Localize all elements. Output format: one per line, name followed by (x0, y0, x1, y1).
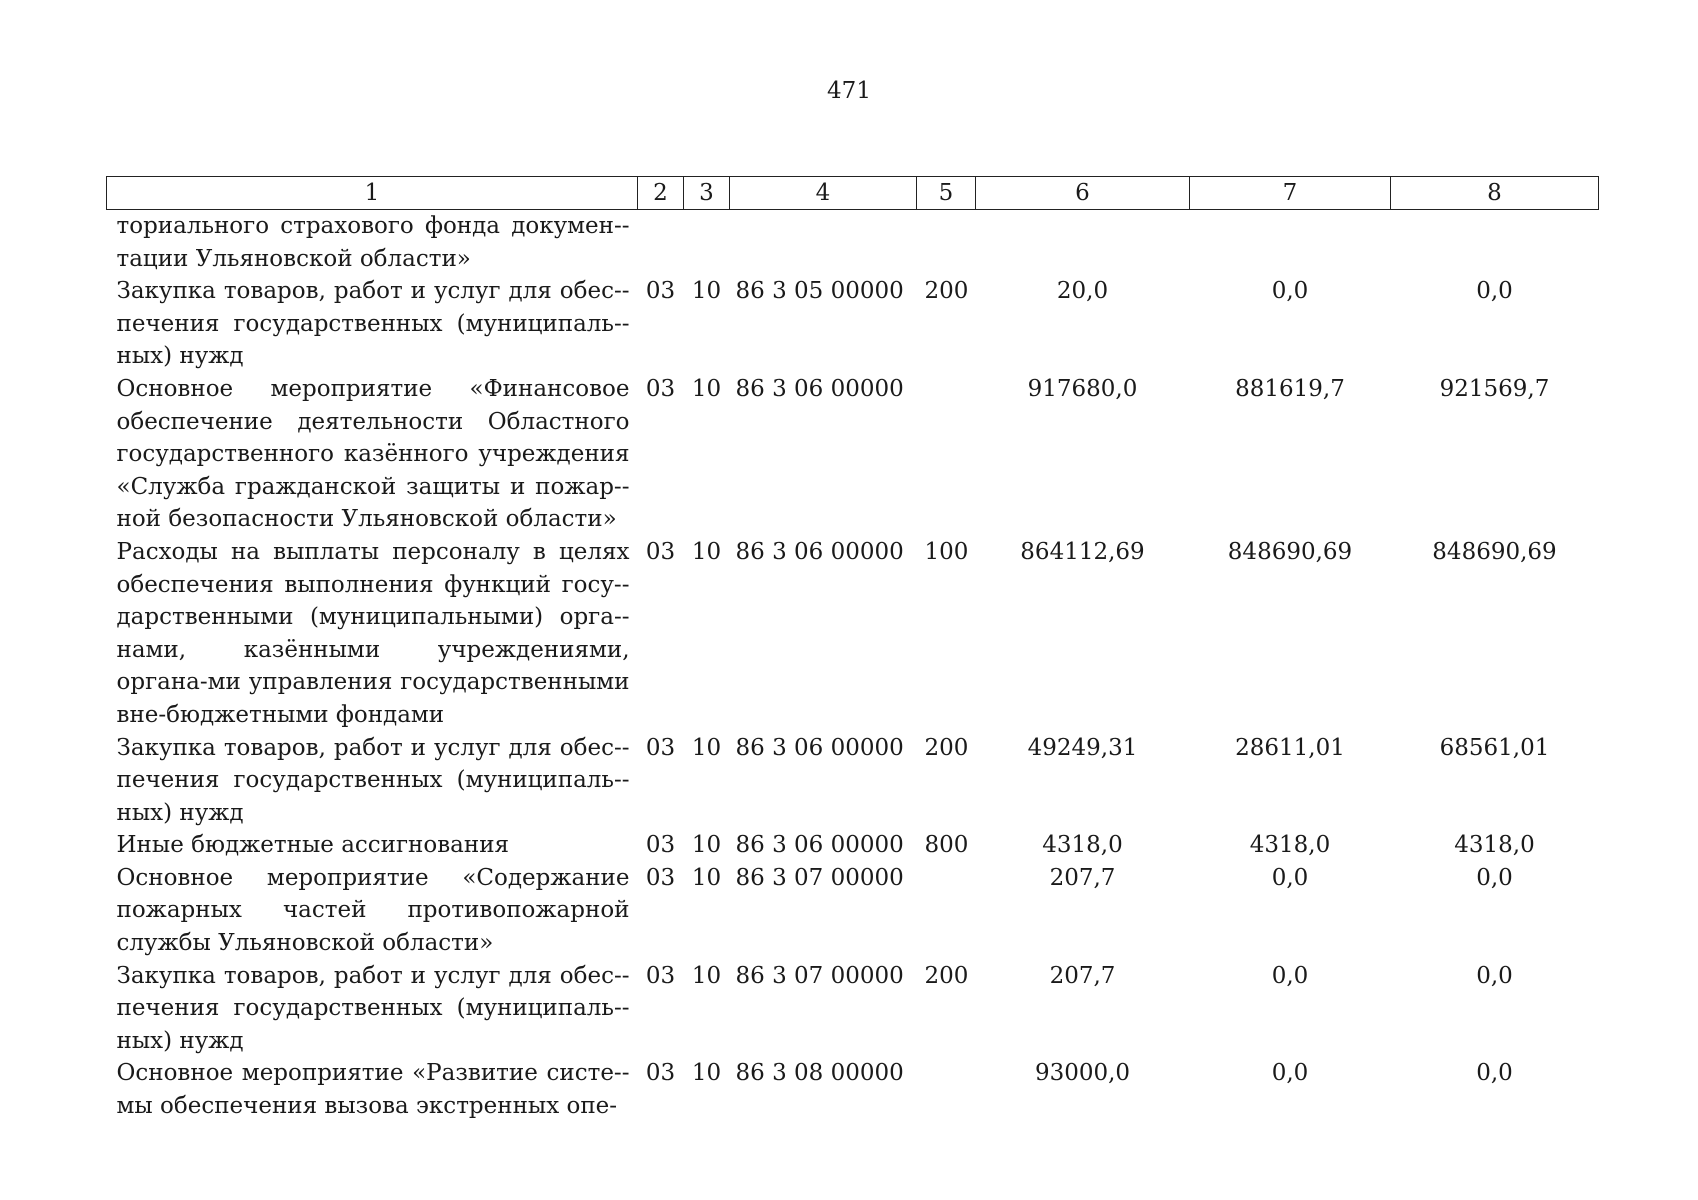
row-purpose-code: 86 3 06 00000 (735, 832, 904, 859)
row-section (638, 210, 684, 276)
row-subsection: 10 (691, 962, 722, 989)
row-expense-type (917, 1057, 976, 1122)
row-subsection: 10 (691, 278, 722, 305)
row-section: 03 (645, 962, 676, 989)
row-section: 03 (645, 832, 676, 859)
header-row (107, 177, 1599, 210)
table-row (107, 275, 1599, 373)
row-value-col8: 0,0 (1476, 1060, 1513, 1087)
row-value-col6: 207,7 (1049, 864, 1116, 891)
table-row (107, 373, 1599, 536)
row-purpose-code: 86 3 08 00000 (735, 1060, 904, 1087)
column-header-3: 3 (684, 177, 730, 210)
row-section: 03 (645, 538, 676, 565)
row-value-col6: 49249,31 (1027, 734, 1138, 761)
column-header-6: 6 (976, 177, 1190, 210)
row-name: Основное мероприятие «Развитие систе-мы обеспечения вызова экстренных опе- (116, 1060, 630, 1120)
row-value-col8: 68561,01 (1439, 734, 1550, 761)
column-header-4: 4 (730, 177, 917, 210)
row-expense-type: 200 (924, 734, 969, 761)
row-subsection: 10 (691, 538, 722, 565)
row-value-col6: 864112,69 (1020, 538, 1145, 565)
table-row (107, 960, 1599, 1058)
row-value-col7: 28611,01 (1235, 734, 1345, 761)
row-purpose-code: 86 3 06 00000 (735, 538, 904, 565)
row-value-col8: 0,0 (1476, 864, 1513, 891)
row-value-col8: 0,0 (1476, 962, 1513, 989)
table-row (107, 210, 1599, 276)
row-name: Закупка товаров, работ и услуг для обес-печения государственных (муниципаль-ных) нужд (116, 278, 630, 370)
row-name: Расходы на выплаты персоналу в целях обеспечения выполнения функций госу-дарственными (муниципальными) орга-нами, казёнными учреждениями, органа-ми управления государственными вне-бюджетными фондами (116, 538, 630, 728)
row-value-col6: 20,0 (1056, 278, 1109, 305)
page-number: 471 (827, 78, 871, 104)
row-name: ториального страхового фонда докумен-тации Ульяновской области» (116, 213, 630, 272)
row-value-col7: 0,0 (1271, 864, 1309, 891)
row-value-col8: 921569,7 (1439, 375, 1550, 402)
budget-table (106, 176, 1599, 1123)
table-body (107, 210, 1599, 1123)
row-value-col8: 4318,0 (1454, 832, 1535, 859)
row-subsection (684, 210, 730, 276)
row-value-col8: 848690,69 (1432, 538, 1557, 565)
row-expense-type (917, 210, 976, 276)
row-subsection: 10 (691, 734, 722, 761)
row-subsection: 10 (691, 832, 722, 859)
row-name: Иные бюджетные ассигнования (116, 832, 510, 859)
row-value-col7 (1190, 210, 1391, 276)
row-value-col8 (1391, 210, 1599, 276)
column-header-1: 1 (107, 177, 638, 210)
row-expense-type (917, 373, 976, 536)
column-header-5: 5 (917, 177, 976, 210)
row-expense-type: 100 (924, 538, 969, 565)
row-value-col6: 917680,0 (1027, 375, 1138, 402)
row-value-col7: 0,0 (1271, 278, 1309, 305)
row-purpose-code: 86 3 06 00000 (735, 375, 904, 402)
row-purpose-code: 86 3 05 00000 (735, 278, 904, 305)
row-value-col6 (976, 210, 1190, 276)
row-section: 03 (645, 864, 676, 891)
row-purpose-code (730, 210, 917, 276)
row-purpose-code: 86 3 07 00000 (735, 962, 904, 989)
row-subsection: 10 (691, 864, 722, 891)
row-expense-type (917, 862, 976, 960)
row-expense-type: 800 (924, 832, 969, 859)
row-purpose-code: 86 3 06 00000 (735, 734, 904, 761)
column-header-2: 2 (638, 177, 684, 210)
row-value-col7: 0,0 (1271, 962, 1309, 989)
column-header-8: 8 (1391, 177, 1599, 210)
row-expense-type: 200 (924, 278, 969, 305)
row-section: 03 (645, 1060, 676, 1087)
row-name: Основное мероприятие «Содержание пожарных частей противопожарной службы Ульяновской области» (116, 864, 630, 957)
row-subsection: 10 (691, 375, 722, 402)
row-section: 03 (645, 375, 676, 402)
row-name: Основное мероприятие «Финансовое обеспечение деятельности Областного государственного казённого учреждения «Служба гражданской защиты и пожар-ной безопасности Ульяновской области» (116, 375, 630, 533)
table-row (107, 862, 1599, 960)
table-row (107, 732, 1599, 830)
table-header (107, 177, 1599, 210)
row-section: 03 (645, 278, 676, 305)
row-section: 03 (645, 734, 676, 761)
row-name: Закупка товаров, работ и услуг для обес-печения государственных (муниципаль-ных) нужд (116, 962, 630, 1054)
row-value-col6: 4318,0 (1042, 832, 1123, 859)
row-value-col7: 4318,0 (1249, 832, 1331, 859)
row-value-col7: 848690,69 (1227, 538, 1353, 565)
row-value-col7: 881619,7 (1235, 375, 1345, 402)
row-value-col6: 207,7 (1049, 962, 1116, 989)
table-row (107, 829, 1599, 862)
table-row (107, 536, 1599, 732)
row-name: Закупка товаров, работ и услуг для обес-печения государственных (муниципаль-ных) нужд (116, 734, 630, 826)
column-header-7: 7 (1190, 177, 1391, 210)
row-value-col8: 0,0 (1476, 278, 1513, 305)
row-subsection: 10 (691, 1060, 722, 1087)
row-value-col6: 93000,0 (1034, 1060, 1131, 1087)
row-value-col7: 0,0 (1271, 1060, 1309, 1087)
table-row (107, 1057, 1599, 1122)
row-purpose-code: 86 3 07 00000 (735, 864, 904, 891)
row-expense-type: 200 (924, 962, 969, 989)
